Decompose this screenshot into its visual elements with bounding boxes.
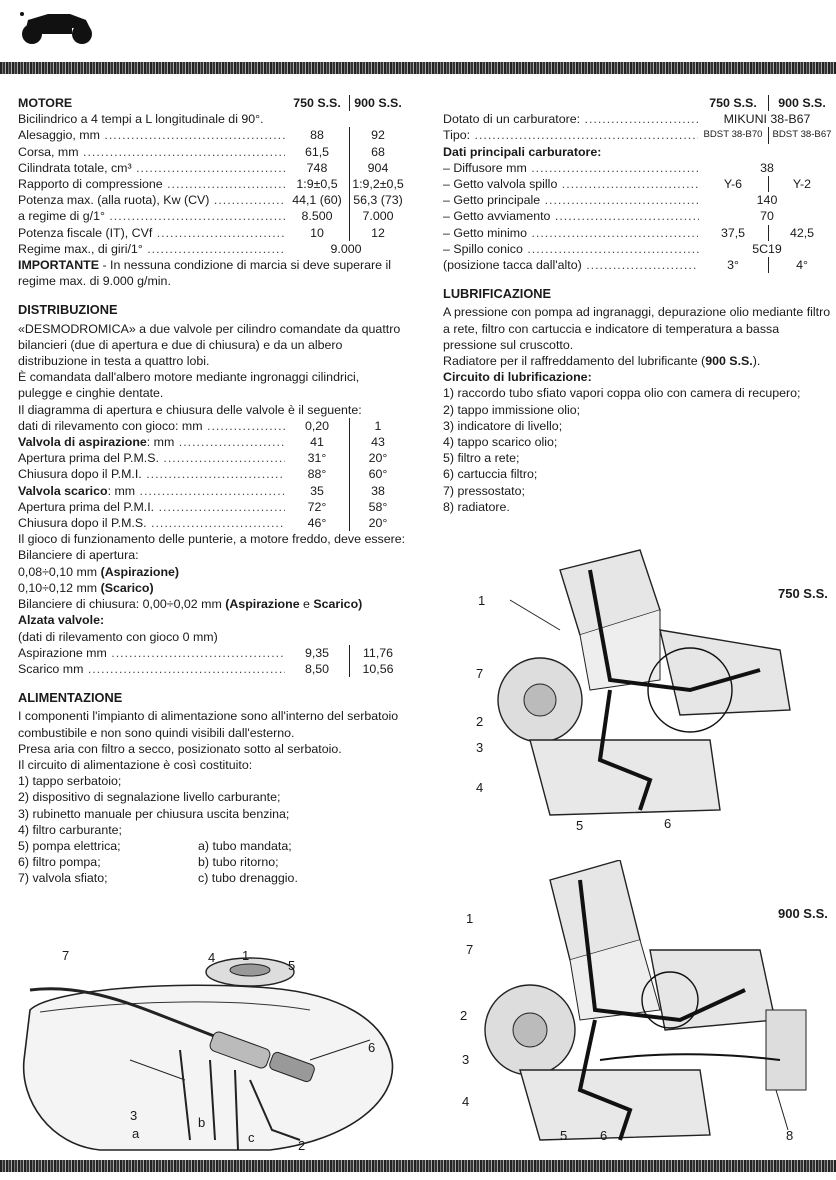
list-item: 5) filtro a rete; (443, 451, 520, 466)
callout-5: 5 (288, 958, 296, 973)
motore-row: Potenza fiscale (IT), CVf ..... 10 12 (18, 225, 406, 241)
callout-7: 7 (476, 666, 484, 681)
callout-6: 6 (600, 1128, 608, 1143)
list-item-pair: 7) valvola sfiato; c) tubo drenaggio. (18, 871, 298, 886)
list-item: 4) filtro carburante; (18, 822, 122, 837)
distribuzione-text: Bilanciere di apertura: (18, 548, 139, 563)
distribuzione-text: È comandata dall'albero motore mediante ingronaggi cilindrici, pulegge e cinghie dentate. (18, 370, 360, 401)
list-item: 4) tappo scarico olio; (443, 435, 558, 450)
alzata-note: (dati di rilevamento con gioco 0 mm) (18, 629, 218, 644)
motore-row: Regime max., di giri/1° ..... 9.000 (18, 241, 406, 257)
alimentazione-title: ALIMENTAZIONE (18, 690, 123, 706)
callout-6: 6 (664, 816, 672, 831)
callout-c: c (248, 1130, 255, 1145)
carburatore-header (443, 95, 835, 111)
callout-1: 1 (466, 911, 474, 926)
list-item: 8) radiatore. (443, 499, 510, 514)
list-item: 3) indicatore di livello; (443, 418, 563, 433)
carb-row: – Getto minimo ..... 37,5 42,5 (443, 225, 835, 241)
clearance-asp: 0,08÷0,10 mm (Aspirazione) (18, 564, 180, 579)
callout-b: b (198, 1115, 206, 1130)
list-item: 2) dispositivo di segnalazione livello carburante; (18, 790, 281, 805)
important-note: IMPORTANTE - In nessuna condizione di marcia si deve superare il regime max. di 9.000 g/min. (18, 258, 392, 289)
col-900-header: 900 S.S. (349, 95, 406, 111)
carb-row: Tipo: ..... BDST 38-B70 BDST 38-B67 (443, 127, 835, 143)
motore-header (18, 95, 406, 111)
carb-row: – Getto principale ..... 140 (443, 192, 835, 208)
valve-row: Apertura prima del P.M.I. ..... 72° 58° (18, 499, 406, 515)
distribuzione-title: DISTRIBUZIONE (18, 302, 118, 318)
callout-1: 1 (242, 948, 250, 963)
valve-row: Valvola di aspirazione: mm ..... 41 43 (18, 434, 406, 450)
list-item: 2) tappo immissione olio; (443, 402, 581, 417)
carb-row: – Getto avviamento ..... 70 (443, 208, 835, 224)
clearance-chiusura: Bilanciere di chiusura: 0,00÷0,02 mm (Aspirazione e Scarico) (18, 597, 363, 612)
motore-row: Bicilindrico a 4 tempi a L longitudinale di 90°. (18, 112, 264, 127)
carb-row: – Spillo conico ..... 5C19 (443, 241, 835, 257)
motorcycle-logo-icon (18, 6, 98, 46)
fuel-tank-diagram (10, 950, 410, 1155)
engine-900-label: 900 S.S. (778, 906, 828, 921)
callout-2: 2 (476, 714, 484, 729)
callout-a: a (132, 1126, 140, 1141)
list-item: 7) pressostato; (443, 483, 525, 498)
valve-row: Chiusura dopo il P.M.I. ..... 88° 60° (18, 466, 406, 482)
col-900-header: 900 S.S. (768, 95, 835, 111)
col-750-header: 750 S.S. (709, 96, 757, 110)
motore-row: Corsa, mm ..... 61,5 68 (18, 144, 406, 160)
carb-row: – Diffusore mm ..... 38 (443, 160, 835, 176)
distribuzione-text: Il gioco di funzionamento delle punterie, a motore freddo, deve essere: (18, 532, 406, 547)
circuito-title: Circuito di lubrificazione: (443, 370, 592, 385)
callout-7: 7 (466, 942, 474, 957)
distribuzione-text: Il diagramma di apertura e chiusura delle valvole è il seguente: (18, 402, 362, 417)
alimentazione-text: I componenti l'impianto di alimentazione sono all'interno del serbatoio combustibile e non sono quindi visibili dall'esterno. (18, 709, 399, 740)
bottom-border-band (0, 1160, 836, 1172)
motore-row: Cilindrata totale, cm³ ..... 748 904 (18, 160, 406, 176)
left-column (18, 95, 406, 887)
callout-3: 3 (476, 740, 484, 755)
motore-row: a regime di g/1° ..... 8.500 7.000 (18, 208, 406, 224)
list-item: 1) raccordo tubo sfiato vapori coppa olio con camera di recupero; (443, 386, 801, 401)
alzata-row: Aspirazione mm ..... 9,35 11,76 (18, 645, 406, 661)
motore-row: Potenza max. (alla ruota), Kw (CV) ..... 44,1 (60) 56,3 (73) (18, 192, 406, 208)
carb-row: (posizione tacca dall'alto) ..... 3° 4° (443, 257, 835, 273)
callout-4: 4 (462, 1094, 470, 1109)
alimentazione-text: Il circuito di alimentazione è così costituito: (18, 757, 253, 772)
carb-row: Dotato di un carburatore: ..... MIKUNI 38-B67 (443, 111, 835, 127)
callout-7: 7 (62, 948, 70, 963)
callout-1: 1 (478, 593, 486, 608)
alzata-row: Scarico mm ..... 8,50 10,56 (18, 661, 406, 677)
lubrificazione-text: Radiatore per il raffreddamento del lubrificante (900 S.S.). (443, 354, 761, 369)
list-item: 6) cartuccia filtro; (443, 467, 538, 482)
callout-2: 2 (460, 1008, 468, 1023)
callout-6: 6 (368, 1040, 376, 1055)
engine-750-label: 750 S.S. (778, 586, 828, 601)
dati-carburatore-title: Dati principali carburatore: (443, 144, 602, 159)
top-border-band (0, 62, 836, 74)
callout-8: 8 (786, 1128, 794, 1143)
alimentazione-text: Presa aria con filtro a secco, posizionato sotto al serbatoio. (18, 741, 342, 756)
callout-3: 3 (130, 1108, 138, 1123)
right-column (443, 95, 835, 515)
list-item: 1) tappo serbatoio; (18, 774, 122, 789)
motore-row: Alesaggio, mm ..... 88 92 (18, 127, 406, 143)
motore-row: Rapporto di compressione ..... 1:9±0,5 1:9,2±0,5 (18, 176, 406, 192)
valve-row: dati di rilevamento con gioco: mm ..... 0,20 1 (18, 418, 406, 434)
list-item: 3) rubinetto manuale per chiusura uscita benzina; (18, 806, 290, 821)
callout-5: 5 (576, 818, 584, 833)
engine-750-diagram (490, 540, 810, 830)
list-item-pair: 5) pompa elettrica; a) tubo mandata; (18, 838, 292, 853)
valve-row: Valvola scarico: mm ..... 35 38 (18, 483, 406, 499)
motore-title: MOTORE (18, 96, 73, 110)
col-750-header: 750 S.S. (293, 96, 341, 110)
clearance-sca: 0,10÷0,12 mm (Scarico) (18, 580, 154, 595)
callout-3: 3 (462, 1052, 470, 1067)
list-item-pair: 6) filtro pompa; b) tubo ritorno; (18, 855, 279, 870)
callout-4: 4 (208, 950, 216, 965)
valve-row: Chiusura dopo il P.M.S. ..... 46° 20° (18, 515, 406, 531)
distribuzione-text: «DESMODROMICA» a due valvole per cilindro comandate da quattro bilancieri (due di apertura e due di chiusura) e da un albero distribuzione in testa a quattro lobi. (18, 321, 401, 369)
lubrificazione-title: LUBRIFICAZIONE (443, 286, 552, 302)
carb-row: – Getto valvola spillo ..... Y-6 Y-2 (443, 176, 835, 192)
lubrificazione-text: A pressione con pompa ad ingranaggi, depurazione olio mediante filtro a rete, filtro con cartuccia e indicatore di temperatura a bassa pressione sul cruscotto. (443, 305, 831, 352)
callout-5: 5 (560, 1128, 568, 1143)
callout-4: 4 (476, 780, 484, 795)
callout-2: 2 (298, 1138, 306, 1153)
valve-row: Apertura prima del P.M.S. ..... 31° 20° (18, 450, 406, 466)
alzata-title: Alzata valvole: (18, 613, 105, 628)
engine-900-diagram (480, 860, 820, 1150)
